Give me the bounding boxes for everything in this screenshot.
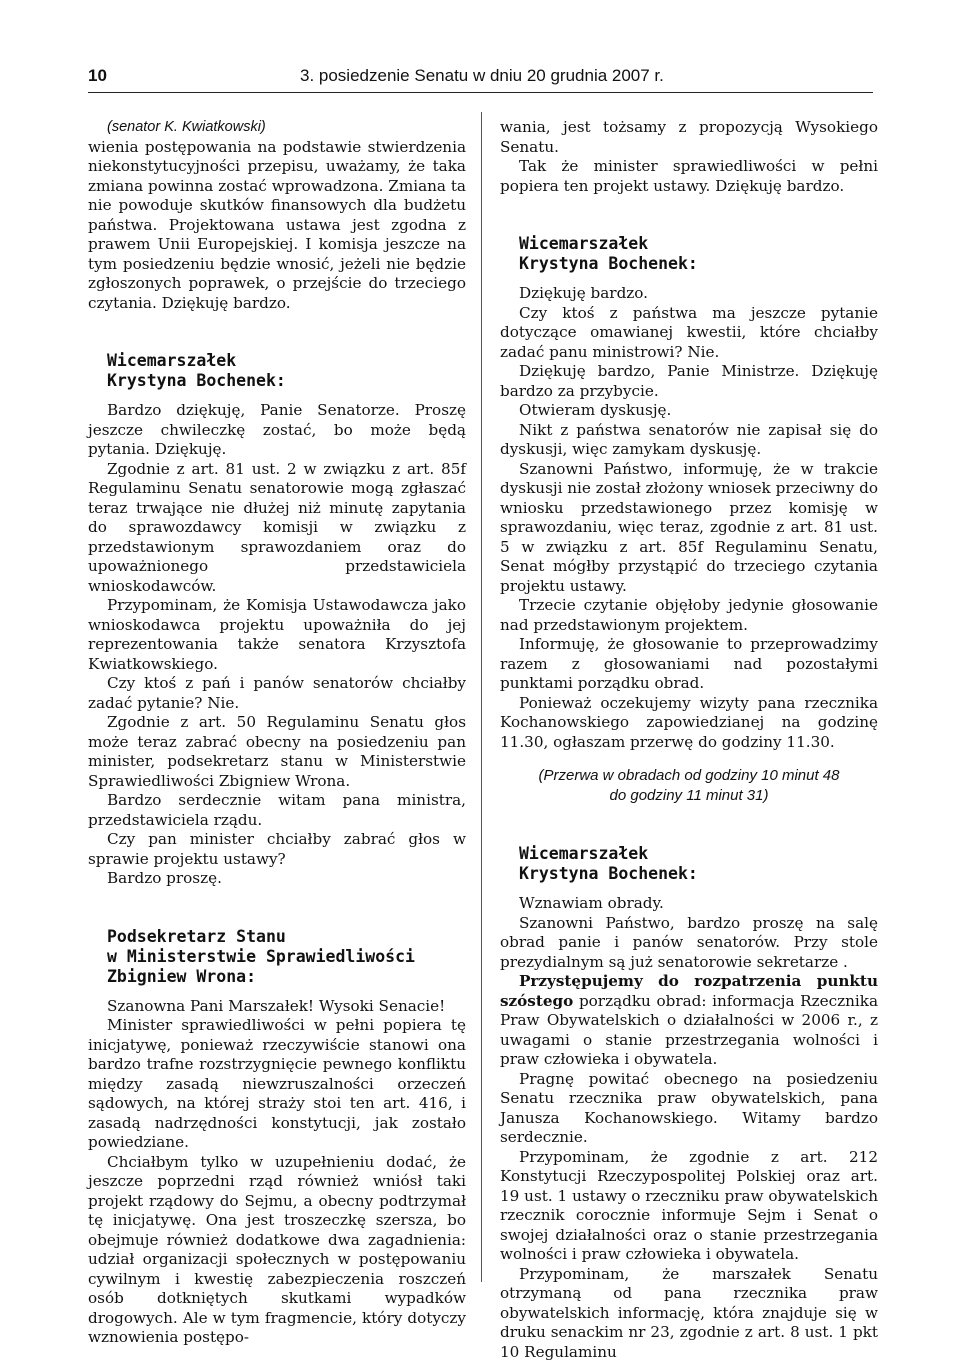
paragraph: Dziękuję bardzo, Panie Ministrze. Dziękuję bardzo za przybycie. — [500, 362, 878, 401]
speaker-name: Zbigniew Wrona: — [107, 967, 466, 987]
break-note-line: do godziny 11 minut 31) — [500, 786, 878, 806]
paragraph: Dziękuję bardzo. — [500, 284, 878, 304]
speaker-name: Krystyna Bochenek: — [519, 864, 878, 884]
paragraph: Zgodnie z art. 50 Regulaminu Senatu głos może teraz zabrać obecny na posiedzeniu pan minister, podsekretarz stanu w Ministerstwie Sprawiedliwości Zbigniew Wrona. — [88, 713, 466, 791]
paragraph: wania, jest tożsamy z propozycją Wysokiego Senatu. — [500, 118, 878, 157]
agenda-item-intro: Przystępujemy do rozpatrzenia punktu szóstego — [500, 972, 878, 1010]
speaker-heading — [107, 351, 466, 391]
left-column — [88, 118, 466, 1348]
paragraph: Szanowni Państwo, bardzo proszę na salę obrad panie i panów senatorów. Przy stole prezydialnym są już senatorowie sekretarze . — [500, 914, 878, 973]
speaker-title: Wicemarszałek — [519, 844, 878, 864]
speaker-heading — [519, 844, 878, 884]
paragraph: Wznawiam obrady. — [500, 894, 878, 914]
paragraph: Czy pan minister chciałby zabrać głos w sprawie projektu ustawy? — [88, 830, 466, 869]
speaker-title: Wicemarszałek — [107, 351, 466, 371]
paragraph: Informuję, że głosowanie to przeprowadzimy razem z głosowaniami nad pozostałymi punktami porządku obrad. — [500, 635, 878, 694]
speaker-title: w Ministerstwie Sprawiedliwości — [107, 947, 466, 967]
paragraph: Nikt z państwa senatorów nie zapisał się do dyskusji, więc zamykam dyskusję. — [500, 421, 878, 460]
paragraph: Szanowni Państwo, informuję, że w trakcie dyskusji nie został złożony wniosek przeciwny do wniosku przedstawionego przez komisję w sprawozdaniu, więc teraz, zgodnie z art. 81 ust. 5 w związku z art. 85f Regulaminu Senatu, Senat mógłby przystąpić do trzeciego czytania projektu ustawy. — [500, 460, 878, 597]
paragraph: Bardzo proszę. — [88, 869, 466, 889]
paragraph: Zgodnie z art. 81 ust. 2 w związku z art. 85f Regulaminu Senatu senatorowie mogą zgłaszać teraz trwające nie dłużej niż minutę zapytania do sprawozdawcy komisji w związku z przedstawionym sprawozdaniem oraz do upoważnionego przedstawiciela wnioskodawców. — [88, 460, 466, 597]
agenda-item-text: porządku obrad: informacja Rzecznika Praw Obywatelskich o działalności w 2006 r., z uwagami o stanie przestrzegania wolności i praw człowieka i obywatela. — [500, 992, 878, 1069]
paragraph: Otwieram dyskusję. — [500, 401, 878, 421]
break-note — [500, 766, 878, 806]
paragraph: Przypominam, że Komisja Ustawodawcza jako wnioskodawca projektu upoważniła do jej reprezentowania także senatora Krzysztofa Kwiatkowskiego. — [88, 596, 466, 674]
paragraph: Szanowna Pani Marszałek! Wysoki Senacie! — [88, 997, 466, 1017]
paragraph: Przypominam, że zgodnie z art. 212 Konstytucji Rzeczypospolitej Polskiej oraz art. 19 ust. 1 ustawy o rzeczniku praw obywatelskich rzecznik corocznie informuje Sejm i Senat o swojej działalności oraz o stanie przestrzegania wolności i praw człowieka i obywatela. — [500, 1148, 878, 1265]
paragraph: Czy ktoś z pań i panów senatorów chciałby zadać pytanie? Nie. — [88, 674, 466, 713]
speaker-title: Podsekretarz Stanu — [107, 927, 466, 947]
break-note-line: (Przerwa w obradach od godziny 10 minut 48 — [500, 766, 878, 786]
speaker-name: Krystyna Bochenek: — [519, 254, 878, 274]
paragraph: Bardzo dziękuję, Panie Senatorze. Proszę jeszcze chwileczkę zostać, bo może będą pytania. Dziękuję. — [88, 401, 466, 460]
paragraph: Pragnę powitać obecnego na posiedzeniu Senatu rzecznika praw obywatelskich, pana Janusza Kochanowskiego. Witamy bardzo serdecznie. — [500, 1070, 878, 1148]
paragraph: Chciałbym tylko w uzupełnieniu dodać, że jeszcze poprzedni rząd również wniósł taki projekt rządowy do Sejmu, a obecny podtrzymał tę inicjatywę. Ona jest troszeczkę szersza, bo obejmuje również dodatkowe dwa zagadnienia: udział organizacji społecznych w postępowaniu cywilnym i kwestię zabezpieczenia roszczeń osób dotkniętych skutkami wypadków drogowych. Ale w tym fragmencie, który dotyczy wznowienia postępo- — [88, 1153, 466, 1348]
speaker-heading — [519, 234, 878, 274]
paragraph: Minister sprawiedliwości w pełni popiera tę inicjatywę, ponieważ rzeczywiście stanowi ona bardzo trafne rozstrzygnięcie pewnego konfliktu między zasadą niewzruszalności orzeczeń sądowych, na której straży stoi ten art. 416, i zasadą nadrzędności konstytucji, jak zostało powiedziane. — [88, 1016, 466, 1153]
paragraph: wienia postępowania na podstawie stwierdzenia niekonstytucyjności przepisu, uważamy, że taka zmiana powinna zostać wprowadzona. Zmiana ta nie powoduje skutków finansowych dla budżetu państwa. Projektowana ustawa jest zgodna z prawem Unii Europejskiej. I komisja jeszcze na tym posiedzeniu będzie wnosić, jeżeli nie będzie zgłoszonych poprawek, o przejście do trzeciego czytania. Dziękuję bardzo. — [88, 138, 466, 314]
page-number: 10 — [88, 66, 107, 86]
speaker-title: Wicemarszałek — [519, 234, 878, 254]
paragraph: Tak że minister sprawiedliwości w pełni popiera ten projekt ustawy. Dziękuję bardzo. — [500, 157, 878, 196]
paragraph: Trzecie czytanie objęłoby jedynie głosowanie nad przedstawionym projektem. — [500, 596, 878, 635]
paragraph: Przypominam, że marszałek Senatu otrzymaną od pana rzecznika praw obywatelskich informację, która znajduje się w druku senackim nr 23, zgodnie z art. 8 ust. 1 pkt 10 Regulaminu — [500, 1265, 878, 1362]
right-column — [500, 118, 878, 1362]
paragraph: Ponieważ oczekujemy wizyty pana rzecznika Kochanowskiego zapowiedzianej na godzinę 11.30, ogłaszam przerwę do godziny 11.30. — [500, 694, 878, 753]
column-divider — [481, 112, 482, 1282]
speaker-note: (senator K. Kwiatkowski) — [88, 118, 466, 138]
header-rule — [88, 92, 873, 93]
running-title: 3. posiedzenie Senatu w dniu 20 grudnia 2007 r. — [300, 66, 664, 86]
paragraph: Czy ktoś z państwa ma jeszcze pytanie dotyczące omawianej kwestii, które chciałby zadać panu ministrowi? Nie. — [500, 304, 878, 363]
paragraph: Bardzo serdecznie witam pana ministra, przedstawiciela rządu. — [88, 791, 466, 830]
page-header — [88, 66, 873, 92]
speaker-name: Krystyna Bochenek: — [107, 371, 466, 391]
speaker-heading — [107, 927, 466, 987]
paragraph — [500, 972, 878, 1070]
